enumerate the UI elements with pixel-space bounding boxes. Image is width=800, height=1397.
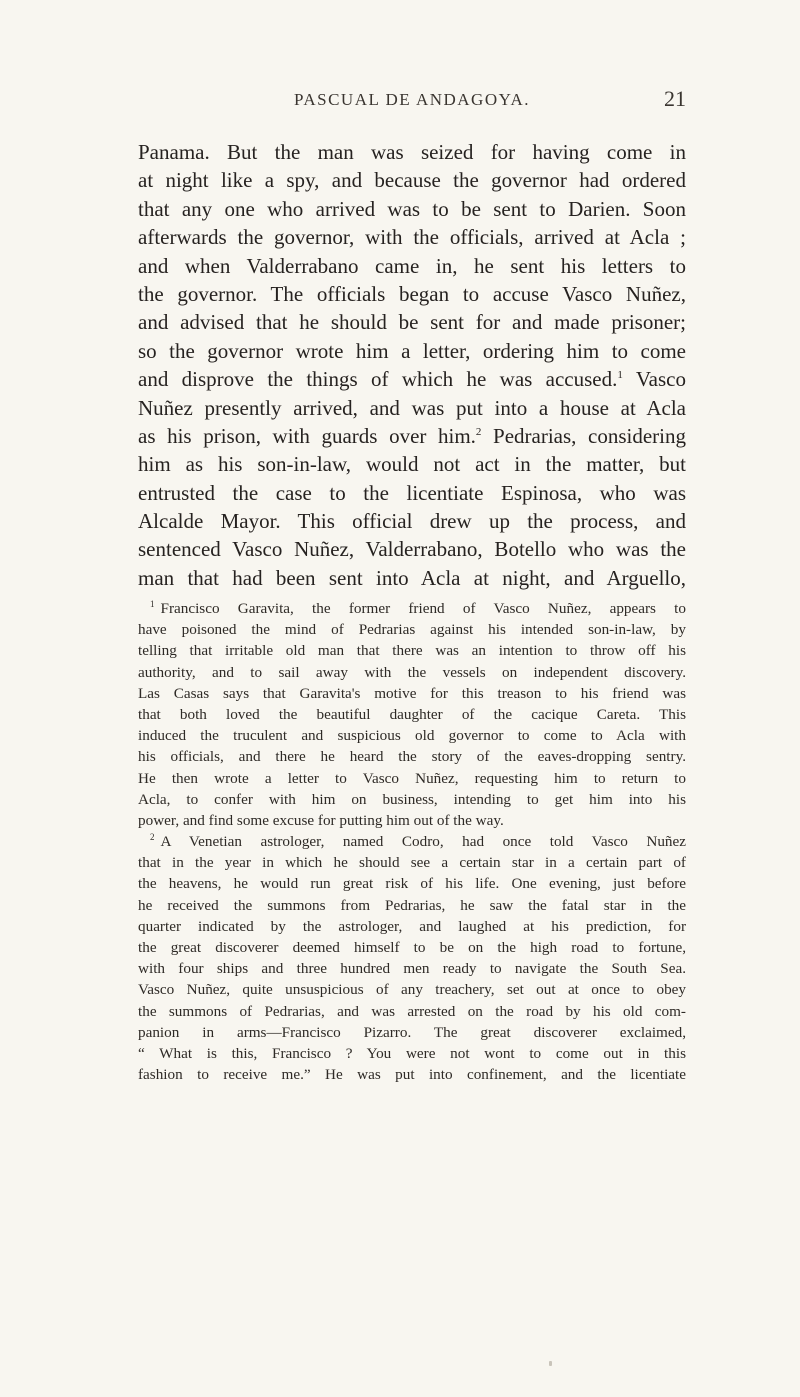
footnote-line: quarter indicated by the astrologer, and laughed at his prediction, for bbox=[138, 917, 686, 935]
text-line: Nuñez presently arrived, and was put into a house at Acla bbox=[138, 395, 686, 420]
footnote-line bbox=[138, 598, 686, 619]
text-fragment: A Venetian astrologer, named Codro, had once told Vasco Nuñez bbox=[160, 833, 686, 851]
text-fragment: Vasco bbox=[635, 367, 686, 392]
footnote-line: “ What is this, Francisco ? You were not wont to come out in this bbox=[138, 1044, 686, 1062]
text-fragment: Francisco Garavita, the former friend of Vasco Nuñez, appears to bbox=[160, 600, 686, 617]
footnote-line: telling that irritable old man that there was an intention to throw off his bbox=[138, 642, 686, 660]
footnote-line: his officials, and there he heard the story of the eaves-dropping sentry. bbox=[138, 748, 686, 766]
text-line: Alcalde Mayor. This official drew up the process, and bbox=[138, 509, 686, 534]
footnote-line: with four ships and three hundred men ready to navigate the South Sea. bbox=[138, 960, 686, 978]
footnote-line: fashion to receive me.” He was put into confinement, and the licentiate bbox=[138, 1066, 686, 1084]
text-fragment: and disprove the things of which he was accused. bbox=[138, 367, 618, 392]
footnote-line: He then wrote a letter to Vasco Nuñez, requesting him to return to bbox=[138, 769, 686, 787]
text-line bbox=[138, 422, 686, 450]
text-line: at night like a spy, and because the governor had ordered bbox=[138, 168, 686, 193]
page-number: 21 bbox=[664, 86, 686, 111]
text-line bbox=[138, 365, 686, 393]
footnote-line: power, and find some excuse for putting him out of the way. bbox=[138, 811, 504, 829]
text-fragment: Pedrarias, considering bbox=[493, 423, 686, 448]
paper-speck bbox=[549, 1361, 552, 1366]
footnote-line bbox=[138, 831, 686, 852]
footnotes bbox=[138, 598, 686, 1085]
text-line: that any one who arrived was to be sent to Darien. Soon bbox=[138, 196, 686, 221]
footnote-line: induced the truculent and suspicious old governor to come to Acla with bbox=[138, 727, 686, 745]
text-line: man that had been sent into Acla at night, and Arguello, bbox=[138, 565, 686, 590]
footnote-line: the summons of Pedrarias, and was arrested on the road by his old com- bbox=[138, 1002, 686, 1020]
footnote-line: the great discoverer deemed himself to be on the high road to fortune, bbox=[138, 939, 686, 956]
text-fragment: as his prison, with guards over him. bbox=[138, 423, 476, 448]
footnote-line: that in the year in which he should see a certain star in a certain part of bbox=[138, 854, 686, 872]
page-header bbox=[138, 86, 686, 120]
text-line: and advised that he should be sent for and made prisoner; bbox=[138, 310, 686, 335]
footnote-line: that both loved the beautiful daughter of the cacique Careta. This bbox=[138, 705, 686, 723]
text-line: entrusted the case to the licentiate Espinosa, who was bbox=[138, 480, 686, 505]
footnote-mark-2: 2 bbox=[150, 832, 155, 842]
footnote-line: the heavens, he would run great risk of his life. One evening, just before bbox=[138, 875, 686, 893]
text-line: the governor. The officials began to accuse Vasco Nuñez, bbox=[138, 281, 686, 306]
text-line: afterwards the governor, with the officials, arrived at Acla ; bbox=[138, 225, 686, 250]
footnote-line: Las Casas says that Garavita's motive for this treason to his friend was bbox=[138, 684, 686, 702]
text-line: so the governor wrote him a letter, ordering him to come bbox=[138, 338, 686, 363]
text-line: him as his son-in-law, would not act in the matter, but bbox=[138, 452, 686, 477]
footnote-ref-1: 1 bbox=[617, 369, 623, 382]
footnote-ref-2: 2 bbox=[475, 425, 482, 438]
footnote-line: Vasco Nuñez, quite unsuspicious of any treachery, set out at once to obey bbox=[138, 981, 686, 999]
footnote-line: he received the summons from Pedrarias, he saw the fatal star in the bbox=[138, 896, 686, 914]
footnote-line: have poisoned the mind of Pedrarias against his intended son-in-law, by bbox=[138, 621, 686, 639]
footnote-mark-1: 1 bbox=[150, 598, 155, 609]
text-line: sentenced Vasco Nuñez, Valderrabano, Botello who was the bbox=[138, 537, 686, 562]
footnote-line: panion in arms—Francisco Pizarro. The great discoverer exclaimed, bbox=[138, 1023, 686, 1041]
running-title: PASCUAL DE ANDAGOYA. bbox=[293, 90, 531, 109]
text-line: Panama. But the man was seized for having come in bbox=[138, 140, 686, 164]
main-text bbox=[138, 138, 686, 592]
text-line: and when Valderrabano came in, he sent his letters to bbox=[138, 253, 686, 278]
footnote-line: authority, and to sail away with the vessels on independent discovery. bbox=[138, 663, 686, 681]
footnote-line: Acla, to confer with him on business, intending to get him into his bbox=[138, 790, 686, 808]
